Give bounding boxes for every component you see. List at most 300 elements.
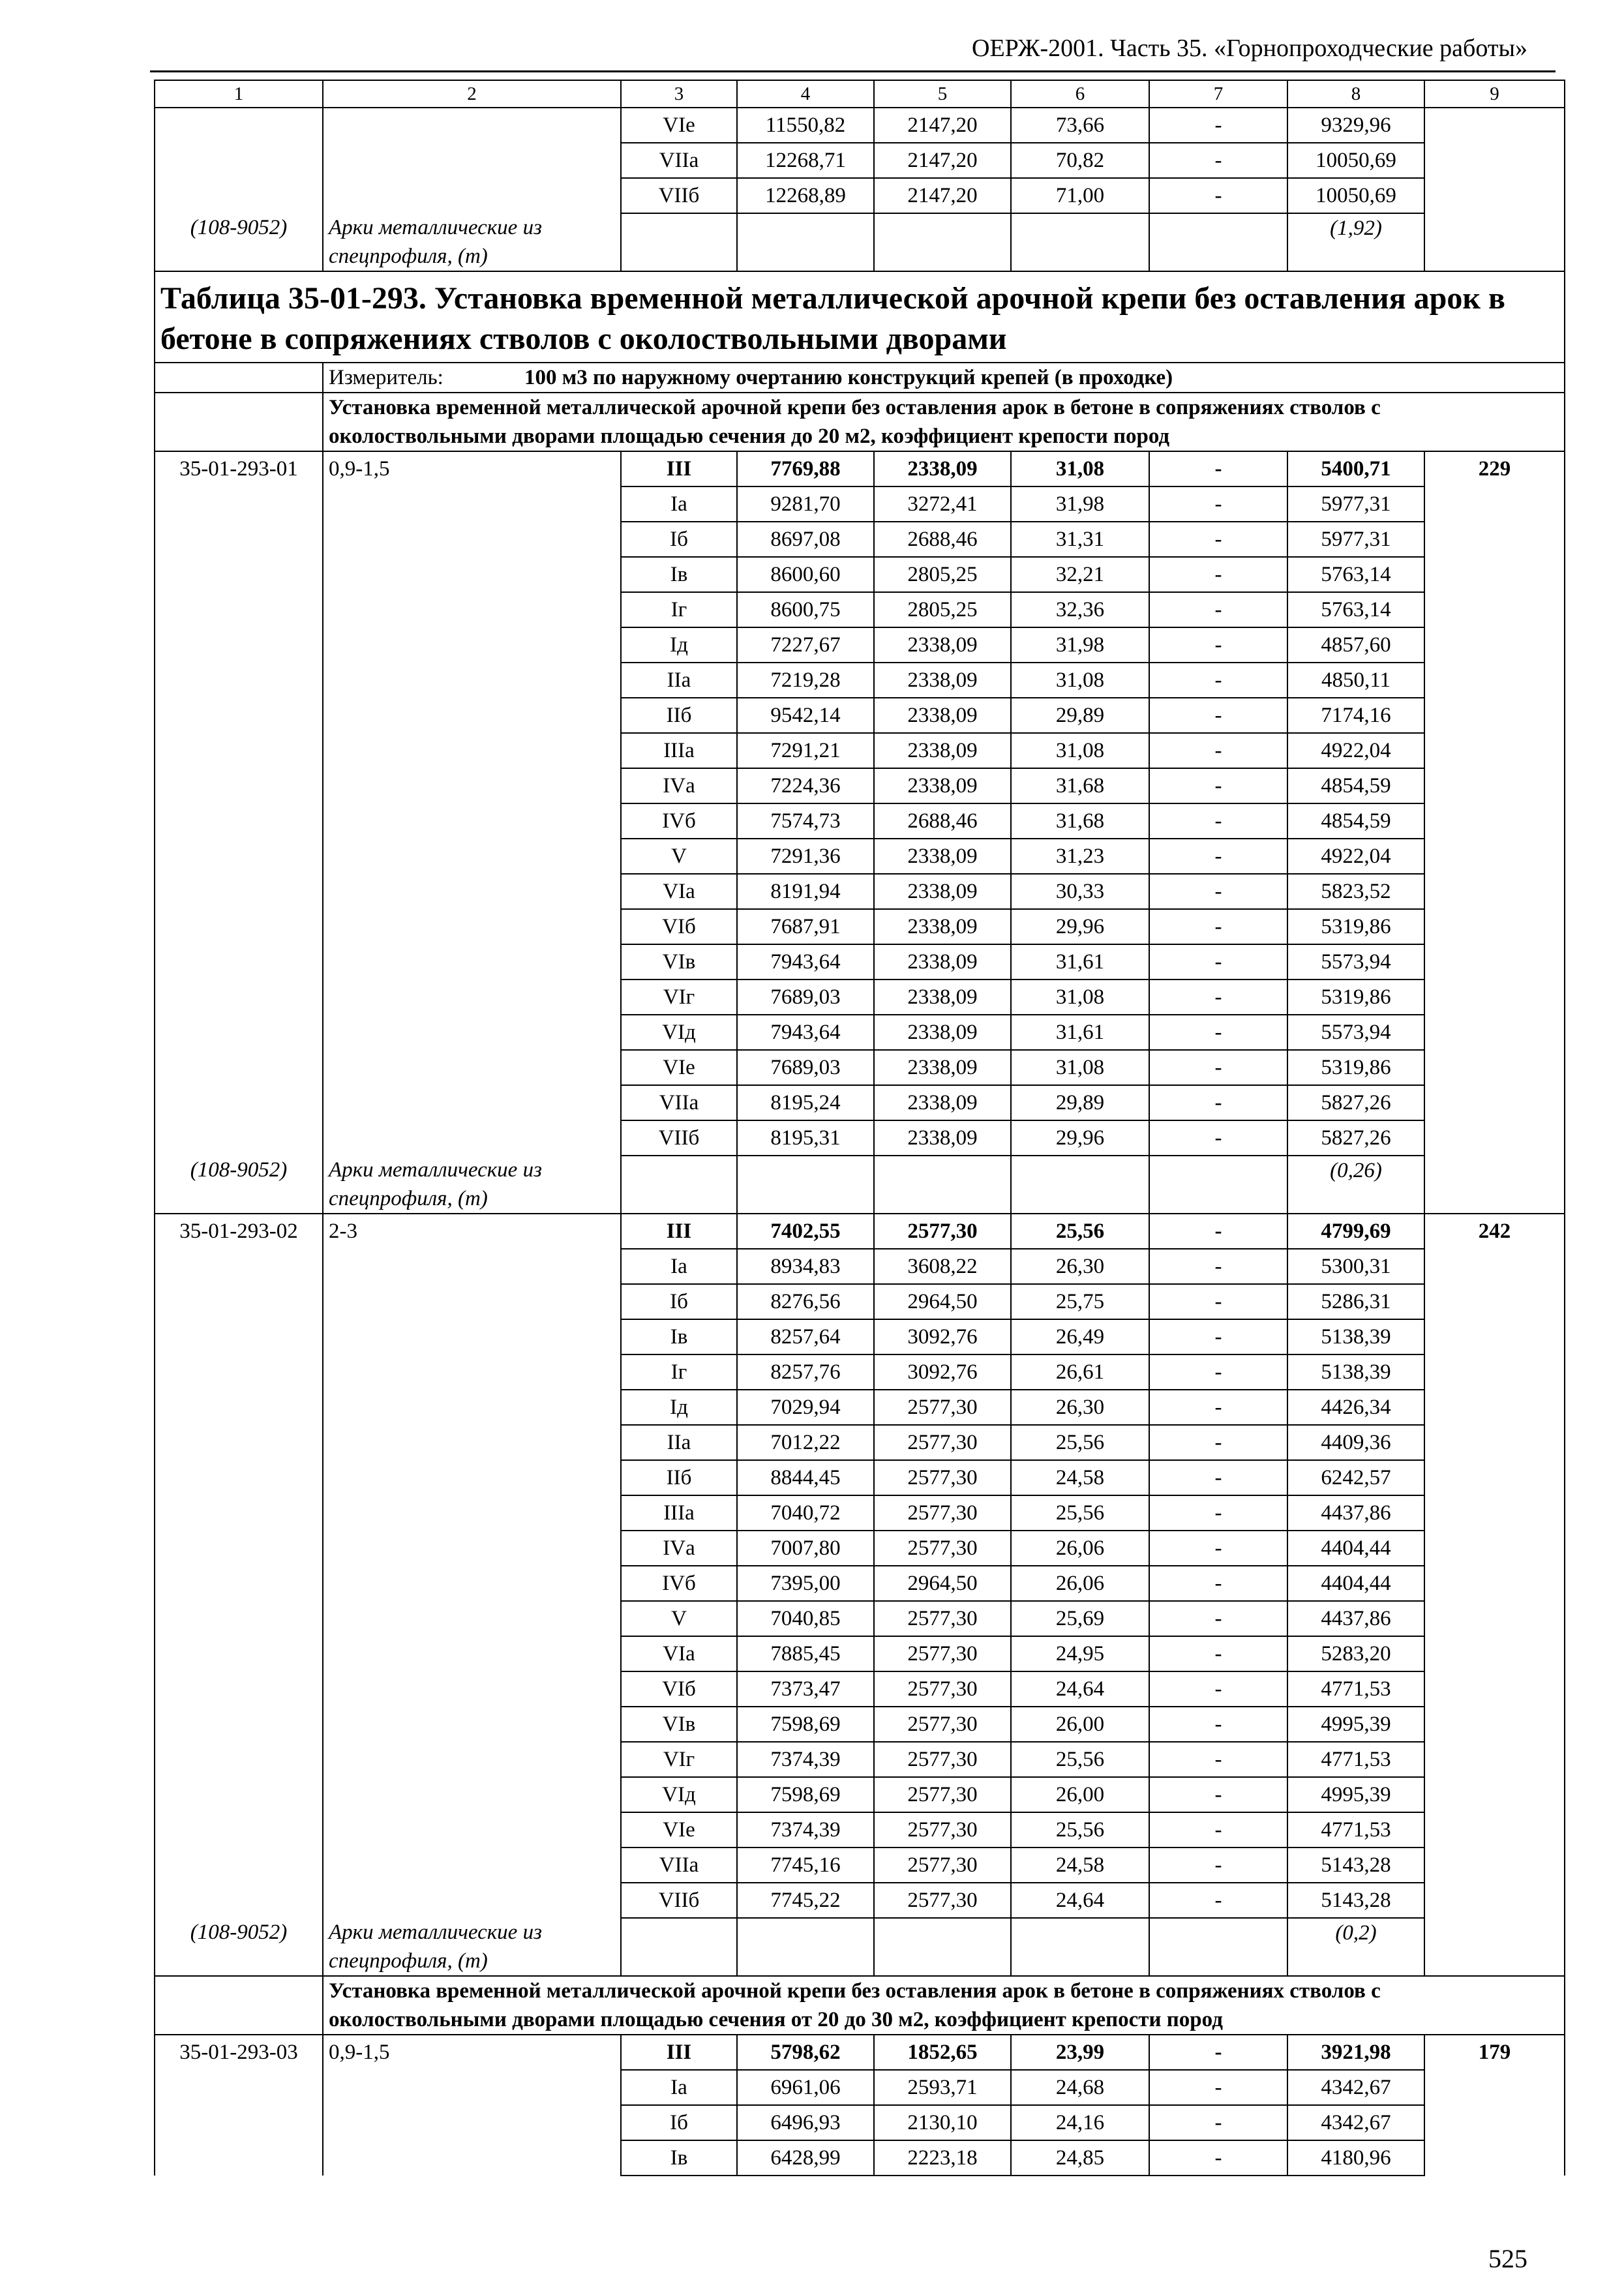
value-cell: - bbox=[1149, 944, 1287, 980]
region-cell: VIг bbox=[621, 1742, 737, 1777]
value-cell: 2577,30 bbox=[874, 1671, 1011, 1707]
value-cell: - bbox=[1149, 733, 1287, 768]
value-cell: - bbox=[1149, 1707, 1287, 1742]
rate-cell bbox=[1424, 2105, 1565, 2140]
value-cell: 2577,30 bbox=[874, 1848, 1011, 1883]
empty-cell bbox=[874, 213, 1011, 271]
rate-cell bbox=[1424, 1812, 1565, 1848]
rate-cell bbox=[1424, 1707, 1565, 1742]
name-cell bbox=[323, 803, 621, 839]
code-cell bbox=[155, 1636, 323, 1671]
table-row bbox=[155, 627, 1565, 663]
value-cell: 31,23 bbox=[1011, 839, 1149, 874]
name-cell bbox=[323, 1050, 621, 1085]
value-cell: 5138,39 bbox=[1287, 1354, 1424, 1390]
rate-cell bbox=[1424, 944, 1565, 980]
value-cell: 31,08 bbox=[1011, 1050, 1149, 1085]
value-cell: 2338,09 bbox=[874, 909, 1011, 944]
name-cell: 2-3 bbox=[323, 1214, 621, 1249]
material-value: (0,26) bbox=[1287, 1156, 1424, 1214]
material-value: (1,92) bbox=[1287, 213, 1424, 271]
region-cell: Iа bbox=[621, 1249, 737, 1284]
value-cell: 4799,69 bbox=[1287, 1214, 1424, 1249]
value-cell: 70,82 bbox=[1011, 143, 1149, 178]
value-cell: - bbox=[1149, 1883, 1287, 1918]
table-row bbox=[155, 663, 1565, 698]
value-cell: 24,95 bbox=[1011, 1636, 1149, 1671]
value-cell: 5827,26 bbox=[1287, 1120, 1424, 1156]
empty-cell bbox=[874, 1156, 1011, 1214]
value-cell: 26,30 bbox=[1011, 1249, 1149, 1284]
value-cell: 7745,22 bbox=[737, 1883, 874, 1918]
value-cell: 32,36 bbox=[1011, 592, 1149, 627]
value-cell: 5143,28 bbox=[1287, 1848, 1424, 1883]
value-cell: 24,64 bbox=[1011, 1883, 1149, 1918]
value-cell: 9329,96 bbox=[1287, 108, 1424, 143]
empty-cell bbox=[621, 213, 737, 271]
value-cell: 4404,44 bbox=[1287, 1531, 1424, 1566]
value-cell: - bbox=[1149, 522, 1287, 557]
name-cell bbox=[323, 1601, 621, 1636]
value-cell: - bbox=[1149, 1460, 1287, 1495]
value-cell: 24,68 bbox=[1011, 2070, 1149, 2105]
value-cell: 2338,09 bbox=[874, 451, 1011, 486]
column-number: 9 bbox=[1424, 80, 1565, 108]
rate-cell bbox=[1424, 874, 1565, 909]
table-row bbox=[155, 1495, 1565, 1531]
value-cell: 7885,45 bbox=[737, 1636, 874, 1671]
value-cell: 2338,09 bbox=[874, 944, 1011, 980]
table-row bbox=[155, 1354, 1565, 1390]
value-cell: 2805,25 bbox=[874, 557, 1011, 592]
empty-cell bbox=[737, 1918, 874, 1976]
table-row bbox=[155, 522, 1565, 557]
name-cell bbox=[323, 768, 621, 803]
value-cell: 4404,44 bbox=[1287, 1566, 1424, 1601]
value-cell: 7291,21 bbox=[737, 733, 874, 768]
value-cell: 7224,36 bbox=[737, 768, 874, 803]
material-row bbox=[155, 213, 1565, 271]
value-cell: - bbox=[1149, 1425, 1287, 1460]
code-cell bbox=[155, 768, 323, 803]
region-cell: IIа bbox=[621, 1425, 737, 1460]
section-description: Установка временной металлической арочной крепи без оставления арок в бетоне в сопряжениях стволов с околоствольными дворами площадью сечения от 20 до 30 м2, коэффициент крепости пород bbox=[323, 1976, 1565, 2035]
code-cell bbox=[155, 1531, 323, 1566]
value-cell: 12268,71 bbox=[737, 143, 874, 178]
region-cell: IVб bbox=[621, 1566, 737, 1601]
column-number: 4 bbox=[737, 80, 874, 108]
material-value: (0,2) bbox=[1287, 1918, 1424, 1976]
value-cell: 26,00 bbox=[1011, 1777, 1149, 1812]
name-cell bbox=[323, 909, 621, 944]
empty-cell bbox=[874, 1918, 1011, 1976]
name-cell bbox=[323, 486, 621, 522]
rate-cell: 179 bbox=[1424, 2035, 1565, 2070]
value-cell: 7373,47 bbox=[737, 1671, 874, 1707]
region-cell: IVб bbox=[621, 803, 737, 839]
value-cell: 2223,18 bbox=[874, 2140, 1011, 2176]
code-cell bbox=[155, 2070, 323, 2105]
region-cell: VIд bbox=[621, 1015, 737, 1050]
value-cell: 5319,86 bbox=[1287, 909, 1424, 944]
value-cell: 8276,56 bbox=[737, 1284, 874, 1319]
table-row bbox=[155, 1883, 1565, 1918]
value-cell: 2805,25 bbox=[874, 592, 1011, 627]
value-cell: 8257,76 bbox=[737, 1354, 874, 1390]
value-cell: 2577,30 bbox=[874, 1390, 1011, 1425]
value-cell: 4922,04 bbox=[1287, 733, 1424, 768]
value-cell: 5798,62 bbox=[737, 2035, 874, 2070]
code-cell bbox=[155, 1671, 323, 1707]
value-cell: 2338,09 bbox=[874, 980, 1011, 1015]
table-row bbox=[155, 1425, 1565, 1460]
section-description-row bbox=[155, 1976, 1565, 2035]
region-cell: VIе bbox=[621, 1050, 737, 1085]
value-cell: - bbox=[1149, 1601, 1287, 1636]
value-cell: 5977,31 bbox=[1287, 486, 1424, 522]
value-cell: 2577,30 bbox=[874, 1460, 1011, 1495]
table-row bbox=[155, 980, 1565, 1015]
value-cell: 10050,69 bbox=[1287, 143, 1424, 178]
name-cell bbox=[323, 1812, 621, 1848]
value-cell: - bbox=[1149, 143, 1287, 178]
code-cell bbox=[155, 980, 323, 1015]
value-cell: 1852,65 bbox=[874, 2035, 1011, 2070]
column-number: 6 bbox=[1011, 80, 1149, 108]
value-cell: 2577,30 bbox=[874, 1812, 1011, 1848]
name-cell bbox=[323, 1425, 621, 1460]
table-row bbox=[155, 1636, 1565, 1671]
value-cell: 5286,31 bbox=[1287, 1284, 1424, 1319]
value-cell: 2338,09 bbox=[874, 839, 1011, 874]
value-cell: 2338,09 bbox=[874, 1085, 1011, 1120]
column-number: 8 bbox=[1287, 80, 1424, 108]
value-cell: 7943,64 bbox=[737, 1015, 874, 1050]
value-cell: 31,68 bbox=[1011, 768, 1149, 803]
column-number: 7 bbox=[1149, 80, 1287, 108]
value-cell: 26,06 bbox=[1011, 1566, 1149, 1601]
rate-cell bbox=[1424, 143, 1565, 178]
page-header-title: ОЕРЖ-2001. Часть 35. «Горнопроходческие работы» bbox=[972, 35, 1527, 62]
name-cell bbox=[323, 1848, 621, 1883]
name-cell bbox=[323, 839, 621, 874]
value-cell: 7395,00 bbox=[737, 1566, 874, 1601]
empty-cell bbox=[1011, 213, 1149, 271]
value-cell: 71,00 bbox=[1011, 178, 1149, 213]
rate-cell bbox=[1424, 178, 1565, 213]
column-number: 2 bbox=[323, 80, 621, 108]
value-cell: 4854,59 bbox=[1287, 768, 1424, 803]
value-cell: 26,49 bbox=[1011, 1319, 1149, 1354]
header-rule bbox=[150, 70, 1556, 72]
value-cell: 3092,76 bbox=[874, 1354, 1011, 1390]
code-cell bbox=[155, 1742, 323, 1777]
empty-cell bbox=[1149, 1918, 1287, 1976]
value-cell: 26,00 bbox=[1011, 1707, 1149, 1742]
value-cell: 2338,09 bbox=[874, 1120, 1011, 1156]
region-cell: IIб bbox=[621, 1460, 737, 1495]
table-title-row bbox=[155, 271, 1565, 363]
table-row bbox=[155, 2105, 1565, 2140]
rate-cell: 229 bbox=[1424, 451, 1565, 486]
value-cell: 7745,16 bbox=[737, 1848, 874, 1883]
empty-cell bbox=[1424, 1156, 1565, 1214]
value-cell: 8195,24 bbox=[737, 1085, 874, 1120]
table-row bbox=[155, 1707, 1565, 1742]
value-cell: 7598,69 bbox=[737, 1777, 874, 1812]
value-cell: 31,08 bbox=[1011, 733, 1149, 768]
value-cell: 25,75 bbox=[1011, 1284, 1149, 1319]
value-cell: 3092,76 bbox=[874, 1319, 1011, 1354]
value-cell: 8600,60 bbox=[737, 557, 874, 592]
value-cell: 24,16 bbox=[1011, 2105, 1149, 2140]
name-cell bbox=[323, 557, 621, 592]
region-cell: III bbox=[621, 2035, 737, 2070]
value-cell: - bbox=[1149, 1214, 1287, 1249]
value-cell: 24,64 bbox=[1011, 1671, 1149, 1707]
value-cell: 2338,09 bbox=[874, 698, 1011, 733]
value-cell: - bbox=[1149, 2105, 1287, 2140]
value-cell: - bbox=[1149, 592, 1287, 627]
region-cell: VIIа bbox=[621, 1848, 737, 1883]
name-cell bbox=[323, 1671, 621, 1707]
value-cell: 5319,86 bbox=[1287, 1050, 1424, 1085]
name-cell bbox=[323, 522, 621, 557]
value-cell: 2338,09 bbox=[874, 768, 1011, 803]
empty-cell bbox=[621, 1918, 737, 1976]
value-cell: 30,33 bbox=[1011, 874, 1149, 909]
table-row bbox=[155, 1812, 1565, 1848]
empty-cell bbox=[155, 393, 323, 451]
material-row bbox=[155, 1156, 1565, 1214]
value-cell: 2577,30 bbox=[874, 1214, 1011, 1249]
value-cell: 3921,98 bbox=[1287, 2035, 1424, 2070]
value-cell: 4995,39 bbox=[1287, 1707, 1424, 1742]
measure-cell bbox=[323, 363, 1565, 393]
name-cell bbox=[323, 1566, 621, 1601]
value-cell: 4850,11 bbox=[1287, 663, 1424, 698]
value-cell: - bbox=[1149, 663, 1287, 698]
value-cell: 2130,10 bbox=[874, 2105, 1011, 2140]
region-cell: V bbox=[621, 1601, 737, 1636]
region-cell: Iг bbox=[621, 592, 737, 627]
code-cell bbox=[155, 1425, 323, 1460]
value-cell: - bbox=[1149, 768, 1287, 803]
value-cell: 2577,30 bbox=[874, 1601, 1011, 1636]
value-cell: 12268,89 bbox=[737, 178, 874, 213]
name-cell bbox=[323, 874, 621, 909]
region-cell: VIб bbox=[621, 1671, 737, 1707]
code-cell bbox=[155, 522, 323, 557]
region-cell: IIа bbox=[621, 663, 737, 698]
material-code: (108-9052) bbox=[155, 1918, 323, 1976]
value-cell: 7219,28 bbox=[737, 663, 874, 698]
value-cell: 4771,53 bbox=[1287, 1812, 1424, 1848]
code-cell: 35-01-293-03 bbox=[155, 2035, 323, 2070]
value-cell: 31,61 bbox=[1011, 944, 1149, 980]
region-cell: VIIа bbox=[621, 1085, 737, 1120]
value-cell: 7291,36 bbox=[737, 839, 874, 874]
empty-cell bbox=[155, 1976, 323, 2035]
material-name: Арки металлические из спецпрофиля, (т) bbox=[323, 1918, 621, 1976]
table-row bbox=[155, 909, 1565, 944]
name-cell bbox=[323, 1531, 621, 1566]
value-cell: 73,66 bbox=[1011, 108, 1149, 143]
empty-cell bbox=[1424, 1918, 1565, 1976]
table-row bbox=[155, 1671, 1565, 1707]
table-row bbox=[155, 1601, 1565, 1636]
empty-cell bbox=[621, 1156, 737, 1214]
region-cell: III bbox=[621, 1214, 737, 1249]
code-cell bbox=[155, 1085, 323, 1120]
empty-cell bbox=[1011, 1156, 1149, 1214]
rate-cell bbox=[1424, 1742, 1565, 1777]
code-cell bbox=[155, 1848, 323, 1883]
table-row bbox=[155, 1284, 1565, 1319]
rate-cell bbox=[1424, 1566, 1565, 1601]
value-cell: 9281,70 bbox=[737, 486, 874, 522]
code-cell bbox=[155, 1284, 323, 1319]
value-cell: 5400,71 bbox=[1287, 451, 1424, 486]
region-cell: III bbox=[621, 451, 737, 486]
name-cell bbox=[323, 143, 621, 178]
region-cell: IVа bbox=[621, 1531, 737, 1566]
value-cell: 4922,04 bbox=[1287, 839, 1424, 874]
value-cell: 7687,91 bbox=[737, 909, 874, 944]
rate-cell bbox=[1424, 768, 1565, 803]
value-cell: 25,69 bbox=[1011, 1601, 1149, 1636]
table-row bbox=[155, 698, 1565, 733]
code-cell bbox=[155, 143, 323, 178]
value-cell: 26,61 bbox=[1011, 1354, 1149, 1390]
value-cell: 7174,16 bbox=[1287, 698, 1424, 733]
region-cell: IIIа bbox=[621, 1495, 737, 1531]
rate-cell bbox=[1424, 522, 1565, 557]
code-cell bbox=[155, 874, 323, 909]
value-cell: 31,08 bbox=[1011, 980, 1149, 1015]
table-row bbox=[155, 1566, 1565, 1601]
region-cell: Iг bbox=[621, 1354, 737, 1390]
region-cell: Iб bbox=[621, 1284, 737, 1319]
value-cell: 4437,86 bbox=[1287, 1601, 1424, 1636]
name-cell bbox=[323, 1249, 621, 1284]
table-row bbox=[155, 1390, 1565, 1425]
column-number: 5 bbox=[874, 80, 1011, 108]
value-cell: 7769,88 bbox=[737, 451, 874, 486]
code-cell bbox=[155, 1812, 323, 1848]
value-cell: - bbox=[1149, 1636, 1287, 1671]
name-cell bbox=[323, 1284, 621, 1319]
region-cell: Iд bbox=[621, 627, 737, 663]
value-cell: 5763,14 bbox=[1287, 592, 1424, 627]
code-cell: 35-01-293-01 bbox=[155, 451, 323, 486]
value-cell: 7227,67 bbox=[737, 627, 874, 663]
table-row bbox=[155, 1848, 1565, 1883]
region-cell: VIа bbox=[621, 874, 737, 909]
material-name: Арки металлические из спецпрофиля, (т) bbox=[323, 213, 621, 271]
value-cell: 24,85 bbox=[1011, 2140, 1149, 2176]
value-cell: - bbox=[1149, 1812, 1287, 1848]
rate-cell bbox=[1424, 733, 1565, 768]
name-cell: 0,9-1,5 bbox=[323, 451, 621, 486]
name-cell bbox=[323, 1085, 621, 1120]
table-row bbox=[155, 1085, 1565, 1120]
column-number-row bbox=[155, 80, 1565, 108]
name-cell bbox=[323, 1636, 621, 1671]
code-cell bbox=[155, 1495, 323, 1531]
value-cell: - bbox=[1149, 1085, 1287, 1120]
value-cell: 4437,86 bbox=[1287, 1495, 1424, 1531]
value-cell: - bbox=[1149, 1671, 1287, 1707]
rate-cell bbox=[1424, 1319, 1565, 1354]
value-cell: 5977,31 bbox=[1287, 522, 1424, 557]
empty-cell bbox=[737, 213, 874, 271]
name-cell bbox=[323, 1120, 621, 1156]
value-cell: 24,58 bbox=[1011, 1460, 1149, 1495]
value-cell: 29,89 bbox=[1011, 698, 1149, 733]
empty-cell bbox=[1011, 1918, 1149, 1976]
code-cell bbox=[155, 698, 323, 733]
value-cell: 5138,39 bbox=[1287, 1319, 1424, 1354]
value-cell: - bbox=[1149, 1848, 1287, 1883]
name-cell bbox=[323, 592, 621, 627]
value-cell: 5319,86 bbox=[1287, 980, 1424, 1015]
value-cell: 2577,30 bbox=[874, 1636, 1011, 1671]
section-description-row bbox=[155, 393, 1565, 451]
table-row bbox=[155, 1460, 1565, 1495]
value-cell: - bbox=[1149, 909, 1287, 944]
column-number: 1 bbox=[155, 80, 323, 108]
value-cell: 29,96 bbox=[1011, 909, 1149, 944]
name-cell: 0,9-1,5 bbox=[323, 2035, 621, 2070]
rate-cell bbox=[1424, 909, 1565, 944]
rate-cell bbox=[1424, 1050, 1565, 1085]
code-cell bbox=[155, 1777, 323, 1812]
value-cell: 2964,50 bbox=[874, 1284, 1011, 1319]
code-cell bbox=[155, 1707, 323, 1742]
value-cell: 2338,09 bbox=[874, 874, 1011, 909]
rate-cell: 242 bbox=[1424, 1214, 1565, 1249]
table-row bbox=[155, 1214, 1565, 1249]
name-cell bbox=[323, 627, 621, 663]
value-cell: 31,98 bbox=[1011, 486, 1149, 522]
name-cell bbox=[323, 1707, 621, 1742]
table-row bbox=[155, 874, 1565, 909]
column-number: 3 bbox=[621, 80, 737, 108]
table-row bbox=[155, 178, 1565, 213]
value-cell: 23,99 bbox=[1011, 2035, 1149, 2070]
table-row bbox=[155, 768, 1565, 803]
code-cell bbox=[155, 1883, 323, 1918]
rate-cell bbox=[1424, 108, 1565, 143]
value-cell: 4854,59 bbox=[1287, 803, 1424, 839]
code-cell bbox=[155, 1390, 323, 1425]
value-cell: 7012,22 bbox=[737, 1425, 874, 1460]
value-cell: 4409,36 bbox=[1287, 1425, 1424, 1460]
table-row bbox=[155, 1050, 1565, 1085]
material-code: (108-9052) bbox=[155, 213, 323, 271]
value-cell: - bbox=[1149, 1495, 1287, 1531]
rate-cell bbox=[1424, 592, 1565, 627]
region-cell: Iв bbox=[621, 1319, 737, 1354]
code-cell bbox=[155, 1601, 323, 1636]
value-cell: - bbox=[1149, 980, 1287, 1015]
region-cell: Iд bbox=[621, 1390, 737, 1425]
value-cell: 7374,39 bbox=[737, 1742, 874, 1777]
value-cell: - bbox=[1149, 1566, 1287, 1601]
empty-cell bbox=[1149, 213, 1287, 271]
region-cell: Iб bbox=[621, 2105, 737, 2140]
